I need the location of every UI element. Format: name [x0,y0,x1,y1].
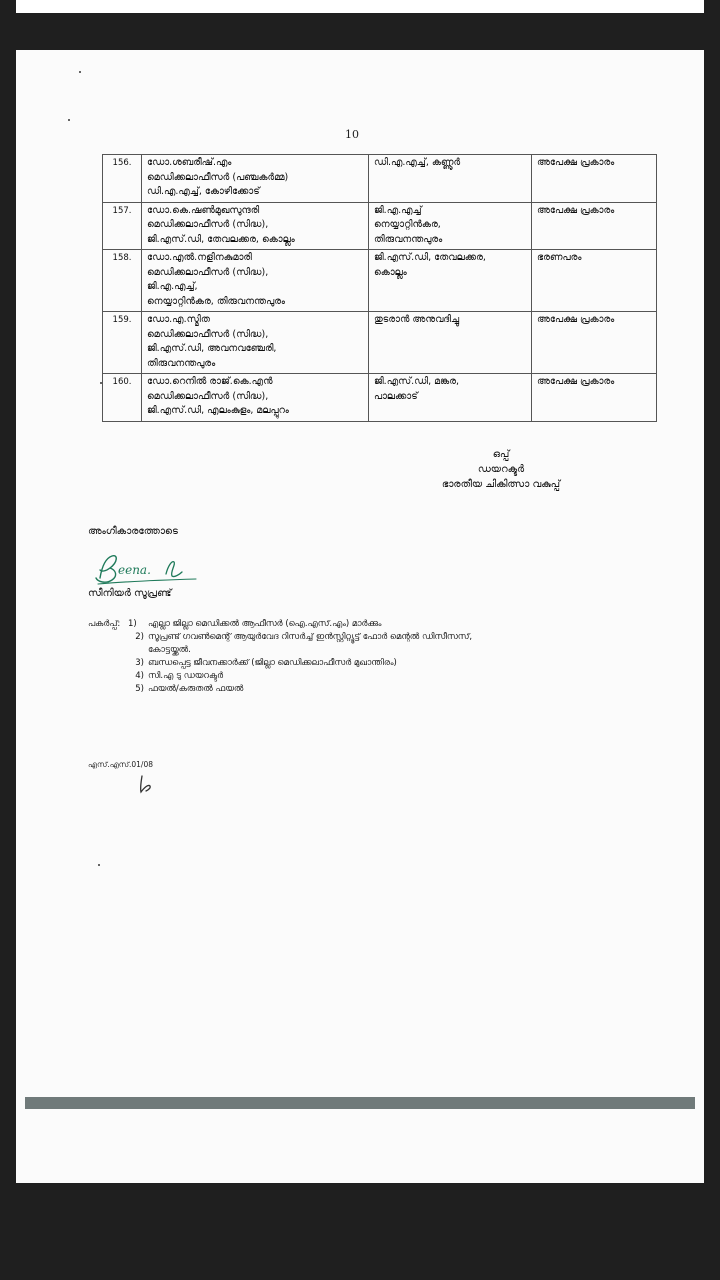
copy-to-lead: പകർപ്പ്: [88,619,121,629]
officer-line: ജി.എസ്.ഡി, അവനവഞ്ചേരി, [147,343,277,354]
copy-item: 3) ബന്ധപ്പെട്ട ജീവനക്കാർക്ക് (ജില്ലാ മെഡിക്കലാഫീസർ മുഖാന്തിരം) [135,658,397,668]
serial-number: 159. [103,312,142,374]
officer-line: ഡോ.ശബരീഷ്.എം [147,157,232,168]
officer-line: തിരുവനന്തപുരം [147,357,216,369]
officer-line: ജി.എ.എച്ച്, [147,281,198,292]
handwritten-initial [136,774,158,794]
remark: ഭരണപരം [532,250,657,312]
officer-line: മെഡിക്കലാഫീസർ (സിദ്ധ), [147,266,269,278]
officer-details [142,374,369,422]
designation: ഡയറക്ടർ [477,464,525,475]
officer-line: ഡോ.എൽ.നളിനകുമാരി [147,252,252,263]
copy-item: 5) ഫയൽ/കരുതൽ ഫയൽ [135,684,244,694]
remark: അപേക്ഷ പ്രകാരം [532,155,657,203]
station-line: ജി.എസ്.ഡി, തേവലക്കര, [374,252,486,263]
page-footer-bar [25,1097,695,1109]
officer-details [142,202,369,250]
remark: അപേക്ഷ പ്രകാരം [532,312,657,374]
transfer-table [102,154,657,422]
officer-line: ഡോ.എ.സ്മിത [147,314,210,325]
officer-details [142,312,369,374]
officer-line: ജി.എസ്.ഡി, തേവലക്കര, കൊല്ലം [147,233,295,245]
scan-speck [98,864,100,866]
serial-number: 158. [103,250,142,312]
table-row [103,250,657,312]
copy-item: 2) സൂപ്രണ്ട് ഗവൺമെന്റ് ആയുർവേദ റിസർച്ച് ഇൻസ്റ്റിറ്റ്യൂട്ട് ഫോർ മെന്റൽ ഡിസീസസ്, [135,632,473,642]
copy-item: 4) സി.എ ടു ഡയറക്ടർ [135,671,224,681]
officer-line: മെഡിക്കലാഫീസർ (സിദ്ധ), [147,219,269,230]
copy-to-list [88,618,472,696]
officer-line: മെഡിക്കലാഫീസർ (സിദ്ധ), [147,390,269,402]
scan-speck [68,119,70,121]
officer-line: മെഡിക്കലാഫീസർ (പഞ്ചകർമ്മ) [147,171,289,183]
officer-line: ഡോ.റെനിൽ രാജ്.കെ.എൻ [147,376,273,387]
station-line: ജി.എസ്.ഡി, മങ്കര, [374,376,460,387]
svg-text:eena.: eena. [118,563,151,577]
posting-station [369,374,532,422]
officer-details [142,155,369,203]
reference-code: എസ്.എസ്.01/08 [88,760,154,769]
signed-label: ഒപ്പ് [492,449,510,460]
station-line: ഡി.എ.എച്ച്, കണ്ണൂർ [374,157,461,168]
station-line: കൊല്ലം [374,266,407,278]
officer-line: മെഡിക്കലാഫീസർ (സിദ്ധ), [147,328,269,340]
copy-item: പകർപ്പ്: 1) എല്ലാ ജില്ലാ മെഡിക്കൽ ആഫീസർ (ഐ.എസ്.എം) മാർക്കും [88,619,382,629]
scan-speck [79,71,81,73]
serial-number: 156. [103,155,142,203]
station-line: നെയ്യാറ്റിൻകര, [374,219,441,230]
station-line: പാലക്കാട് [374,390,418,402]
officer-line: നെയ്യാറ്റിൻകര, തിരുവനന്തപുരം [147,295,285,307]
page-number: 10 [345,128,359,141]
remark: അപേക്ഷ പ്രകാരം [532,374,657,422]
handwritten-signature [92,548,202,588]
serial-number: 160. [103,374,142,422]
approval-label: അംഗീകാരത്തോടെ [88,526,178,537]
station-line: തുടരാൻ അനുവദിച്ചു [374,314,460,325]
posting-station [369,202,532,250]
officer-line: ഡി.എ.എച്ച്, കോഴിക്കോട് [147,186,260,197]
table-row [103,202,657,250]
station-line: തിരുവനന്തപുരം [374,233,443,245]
posting-station [369,155,532,203]
previous-page-edge [16,0,704,13]
table-row [103,374,657,422]
remark: അപേക്ഷ പ്രകാരം [532,202,657,250]
station-line: ജി.എ.എച്ച് [374,204,422,216]
officer-details [142,250,369,312]
posting-station [369,250,532,312]
officer-line: ഡോ.കെ.ഷൺമുഖസുന്ദരി [147,204,260,216]
officer-line: ജി.എസ്.ഡി, എലംകുളം, മലപ്പുറം [147,405,289,416]
table-row [103,155,657,203]
table-row [103,312,657,374]
copy-item-continuation: കോട്ടയ്ക്കൽ. [148,645,191,655]
document-page [16,50,704,1183]
serial-number: 157. [103,202,142,250]
senior-superintendent-title: സീനിയർ സൂപ്രണ്ട് [88,588,172,599]
posting-station [369,312,532,374]
department-name: ഭാരതീയ ചികിത്സാ വകുപ്പ് [441,479,561,490]
signoff-block [416,447,586,492]
